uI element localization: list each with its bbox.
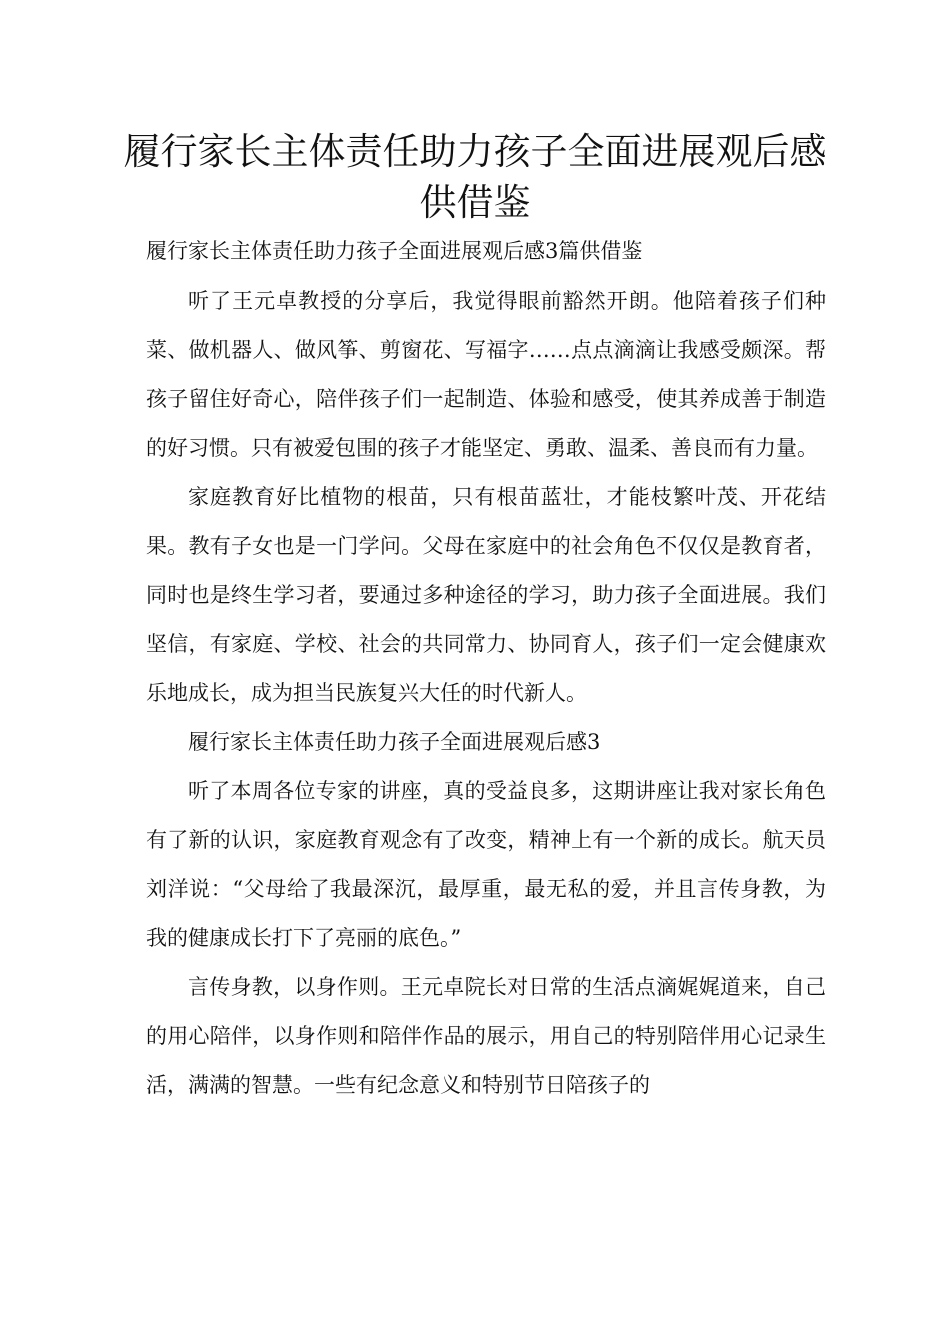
document-subtitle: 履行家长主体责任助力孩子全面进展观后感3篇供借鉴	[146, 239, 643, 263]
body-paragraph: 听了王元卓教授的分享后，我觉得眼前豁然开朗。他陪着孩子们种菜、做机器人、做风筝、剪窗花、写福字……点点滴滴让我感受颇深。帮孩子留住好奇心，陪伴孩子们一起制造、体验和感受，使其养成善于制造的好习惯。只有被爱包围的孩子才能坚定、勇敢、温柔、善良而有力量。	[146, 289, 826, 460]
document-body	[146, 228, 826, 1110]
document-title: 履行家长主体责任助力孩子全面进展观后感供借鉴	[123, 130, 827, 224]
section-heading: 履行家长主体责任助力孩子全面进展观后感3	[188, 730, 601, 754]
body-paragraph: 家庭教育好比植物的根苗，只有根苗蓝壮，才能枝繁叶茂、开花结果。教有子女也是一门学问。父母在家庭中的社会角色不仅仅是教育者，同时也是终生学习者，要通过多种途径的学习，助力孩子全面进展。我们坚信，有家庭、学校、社会的共同常力、协同育人，孩子们一定会健康欢乐地成长，成为担当民族复兴大任的时代新人。	[146, 485, 826, 705]
body-paragraph: 听了本周各位专家的讲座，真的受益良多，这期讲座让我对家长角色有了新的认识，家庭教育观念有了改变，精神上有一个新的成长。航天员刘洋说：“父母给了我最深沉，最厚重，最无私的爱，并且言传身教，为我的健康成长打下了亮丽的底色。”	[146, 779, 826, 950]
body-paragraph: 言传身教，以身作则。王元卓院长对日常的生活点滴娓娓道来，自己的用心陪伴，以身作则和陪伴作品的展示，用自己的特别陪伴用心记录生活，满满的智慧。一些有纪念意义和特别节日陪孩子的	[146, 975, 826, 1097]
